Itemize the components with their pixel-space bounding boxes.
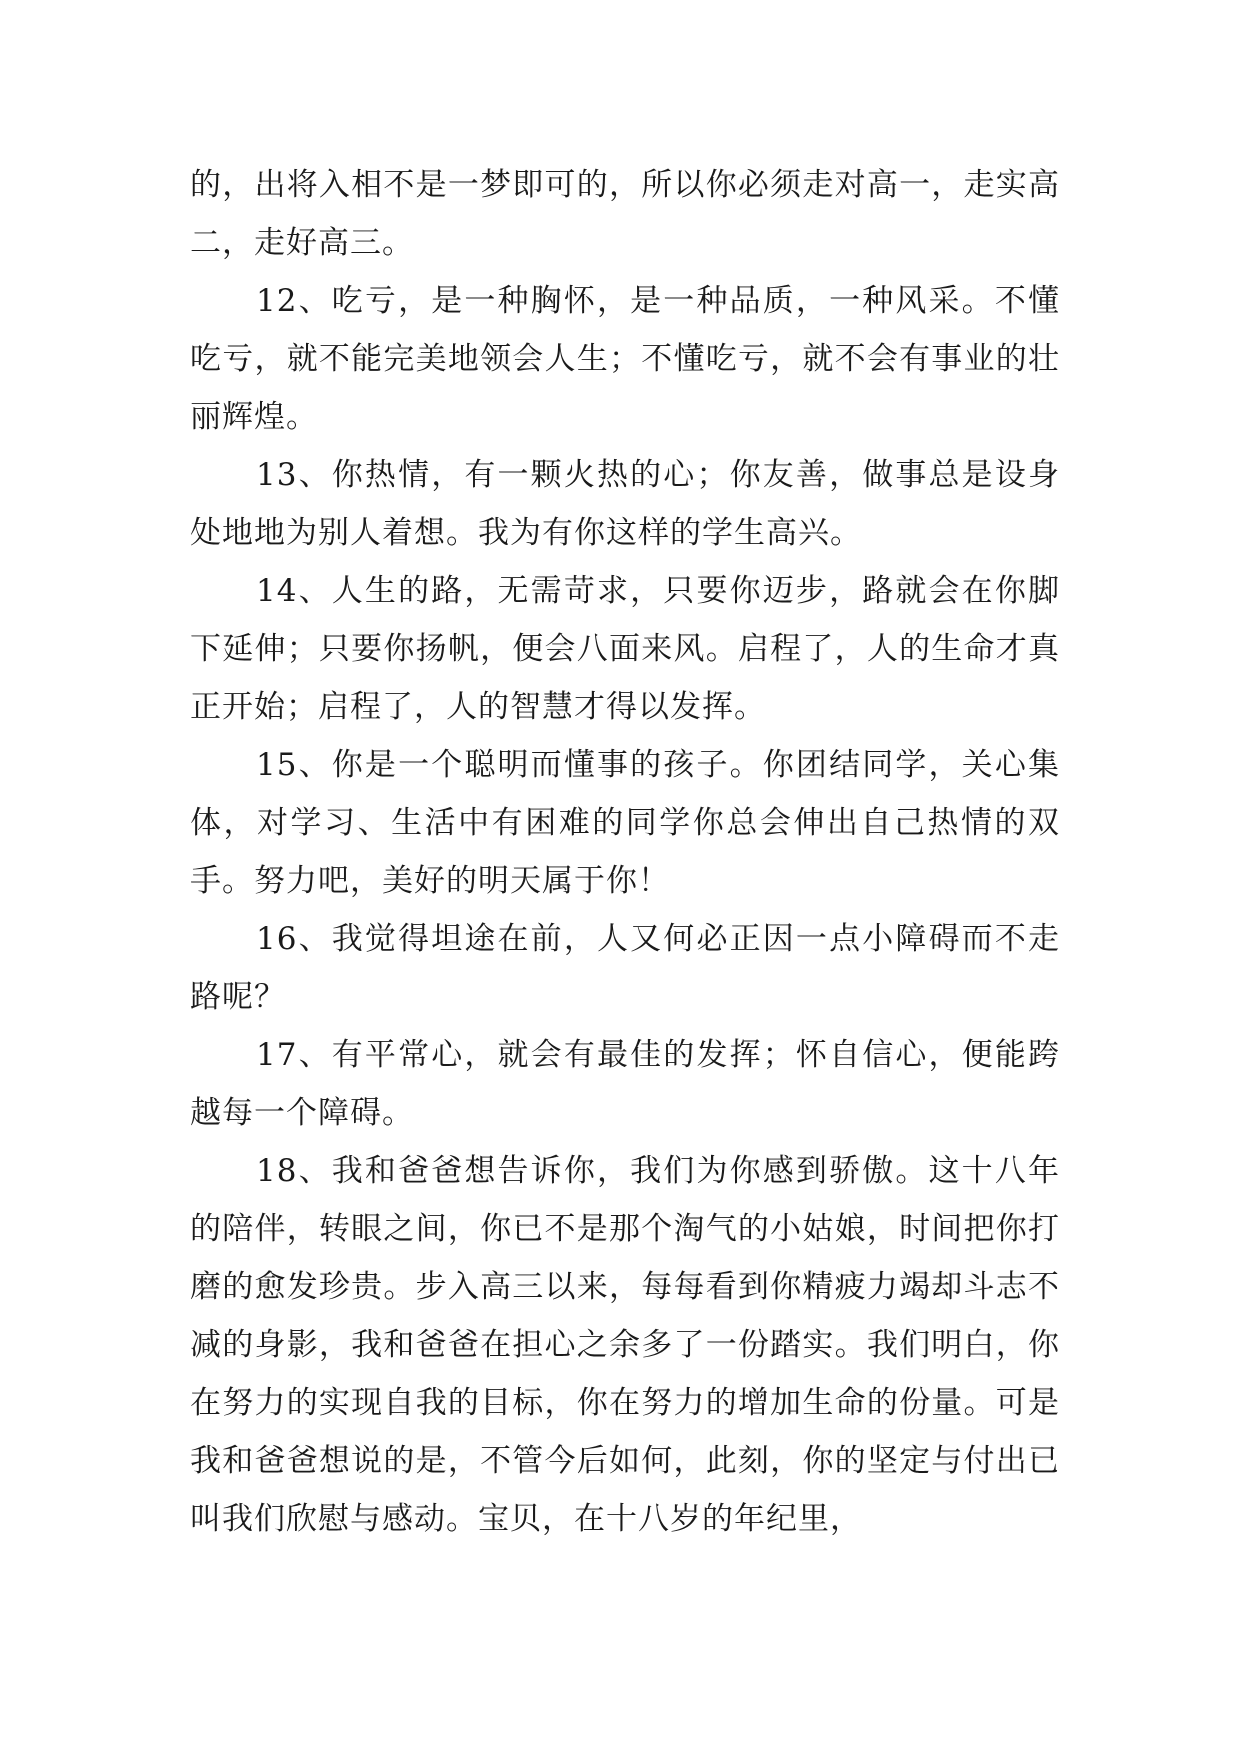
- paragraph-13: 13、你热情，有一颗火热的心；你友善，做事总是设身处地地为别人着想。我为有你这样的学生高兴。: [190, 457, 1060, 551]
- paragraph-17: 17、有平常心，就会有最佳的发挥；怀自信心，便能跨越每一个障碍。: [190, 1037, 1060, 1131]
- paragraph-12: 12、吃亏，是一种胸怀，是一种品质，一种风采。不懂吃亏，就不能完美地领会人生；不懂吃亏，就不会有事业的壮丽辉煌。: [190, 283, 1060, 435]
- paragraph-15: 15、你是一个聪明而懂事的孩子。你团结同学，关心集体，对学习、生活中有困难的同学你总会伸出自己热情的双手。努力吧，美好的明天属于你！: [190, 747, 1060, 899]
- paragraph-14: 14、人生的路，无需苛求，只要你迈步，路就会在你脚下延伸；只要你扬帆，便会八面来风。启程了，人的生命才真正开始；启程了，人的智慧才得以发挥。: [190, 573, 1060, 725]
- paragraph-continuation: 的，出将入相不是一梦即可的，所以你必须走对高一，走实高二，走好高三。: [190, 167, 1060, 261]
- document-body: [190, 156, 1060, 1548]
- paragraph-16: 16、我觉得坦途在前，人又何必正因一点小障碍而不走路呢？: [190, 921, 1060, 1015]
- paragraph-18: 18、我和爸爸想告诉你，我们为你感到骄傲。这十八年的陪伴，转眼之间，你已不是那个淘气的小姑娘，时间把你打磨的愈发珍贵。步入高三以来，每每看到你精疲力竭却斗志不减的身影，我和爸爸在担心之余多了一份踏实。我们明白，你在努力的实现自我的目标，你在努力的增加生命的份量。可是我和爸爸想说的是，不管今后如何，此刻，你的坚定与付出已叫我们欣慰与感动。宝贝，在十八岁的年纪里，: [190, 1153, 1060, 1537]
